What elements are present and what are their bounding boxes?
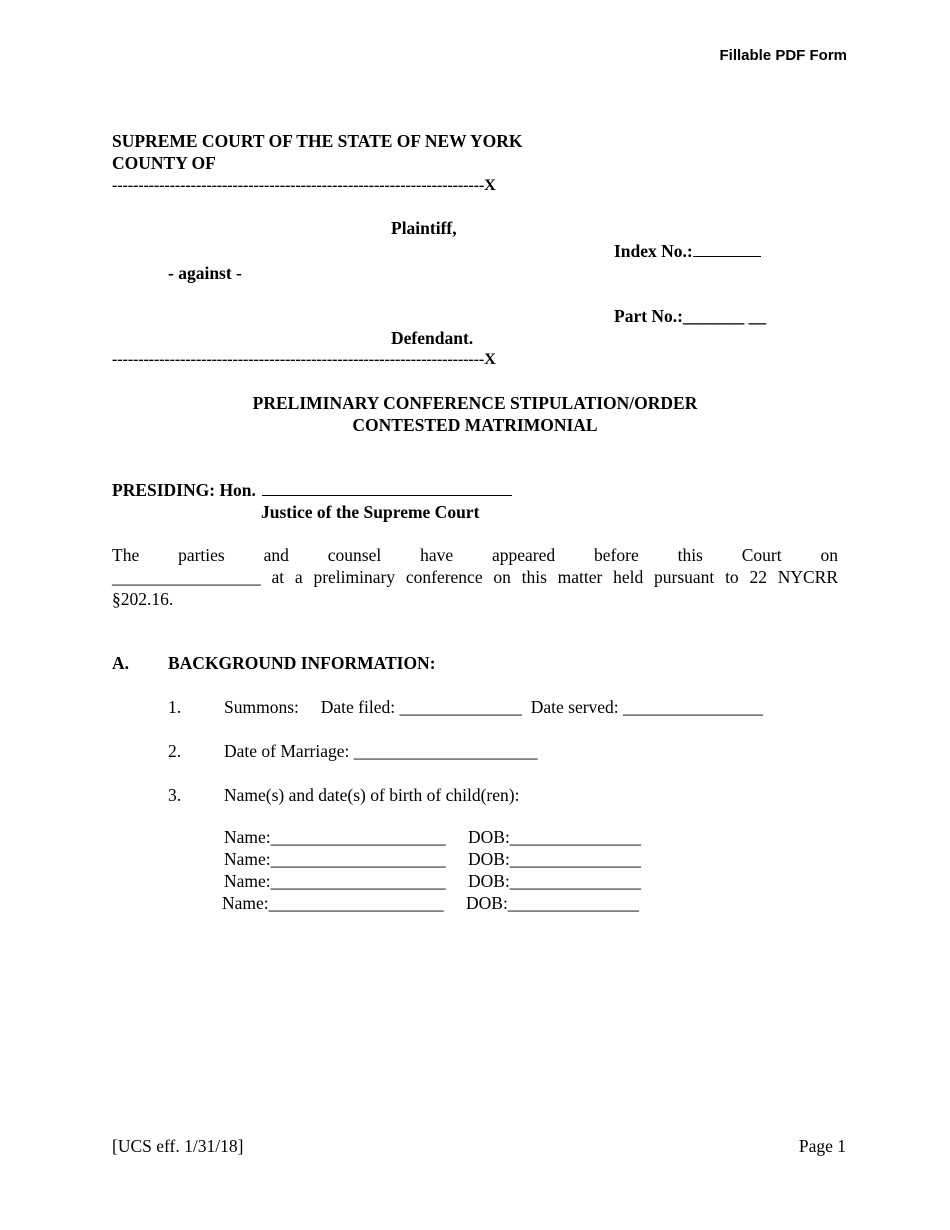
child-dob-field[interactable]: DOB:_______________: [466, 893, 640, 913]
against-label: - against -: [168, 263, 242, 283]
defendant-label: Defendant.: [391, 328, 474, 348]
child-dob-field[interactable]: DOB:_______________: [468, 849, 642, 869]
presiding-justice[interactable]: [112, 482, 512, 500]
child-name-field[interactable]: Name:____________________: [222, 893, 444, 913]
court-name: SUPREME COURT OF THE STATE OF NEW YORK: [112, 131, 523, 151]
item-number: 1.: [168, 697, 182, 717]
intro-paragraph: [112, 544, 838, 610]
plaintiff-label: Plaintiff,: [391, 218, 457, 238]
intro-line3: §202.16.: [112, 589, 174, 609]
section-a-heading: BACKGROUND INFORMATION:: [168, 653, 436, 673]
item-number: 2.: [168, 741, 182, 761]
section-a-letter: A.: [112, 653, 130, 673]
part-number-blank[interactable]: _______ __: [683, 306, 767, 326]
page-number: Page 1: [798, 1136, 846, 1156]
county-label: COUNTY OF: [112, 153, 216, 173]
children-heading: Name(s) and date(s) of birth of child(ren):: [224, 785, 520, 805]
index-number[interactable]: [614, 243, 761, 261]
item-number: 3.: [168, 785, 182, 805]
fillable-form-label: Fillable PDF Form: [719, 47, 847, 64]
presiding-label: PRESIDING: Hon.: [112, 480, 256, 500]
part-number[interactable]: [614, 308, 766, 326]
presiding-name-blank[interactable]: [262, 494, 512, 496]
justice-title: Justice of the Supreme Court: [261, 502, 480, 522]
summons-dates[interactable]: Summons: Date filed: ______________ Date served: ________________: [224, 697, 764, 717]
child-name-field[interactable]: Name:____________________: [224, 827, 446, 847]
child-dob-field[interactable]: DOB:_______________: [468, 871, 642, 891]
part-number-label: Part No.:: [614, 306, 684, 326]
intro-line1: The parties and counsel have appeared before this Court on: [112, 545, 838, 565]
caption-divider-top: -----------------------------------------------------------------------X: [112, 176, 496, 194]
document-title-line1: PRELIMINARY CONFERENCE STIPULATION/ORDER: [252, 393, 698, 413]
child-name-field[interactable]: Name:____________________: [224, 871, 446, 891]
child-dob-field[interactable]: DOB:_______________: [468, 827, 642, 847]
intro-line2[interactable]: _________________ at a preliminary conference on this matter held pursuant to 22 NYCRR: [112, 567, 838, 587]
index-number-label: Index No.:: [614, 241, 693, 261]
document-title-line2: CONTESTED MATRIMONIAL: [352, 415, 598, 435]
footer-revision: [UCS eff. 1/31/18]: [112, 1136, 244, 1156]
caption-divider-bottom: -----------------------------------------------------------------------X: [112, 350, 496, 368]
date-of-marriage[interactable]: Date of Marriage: _____________________: [224, 741, 538, 761]
index-number-blank[interactable]: [693, 255, 761, 257]
child-name-field[interactable]: Name:____________________: [224, 849, 446, 869]
